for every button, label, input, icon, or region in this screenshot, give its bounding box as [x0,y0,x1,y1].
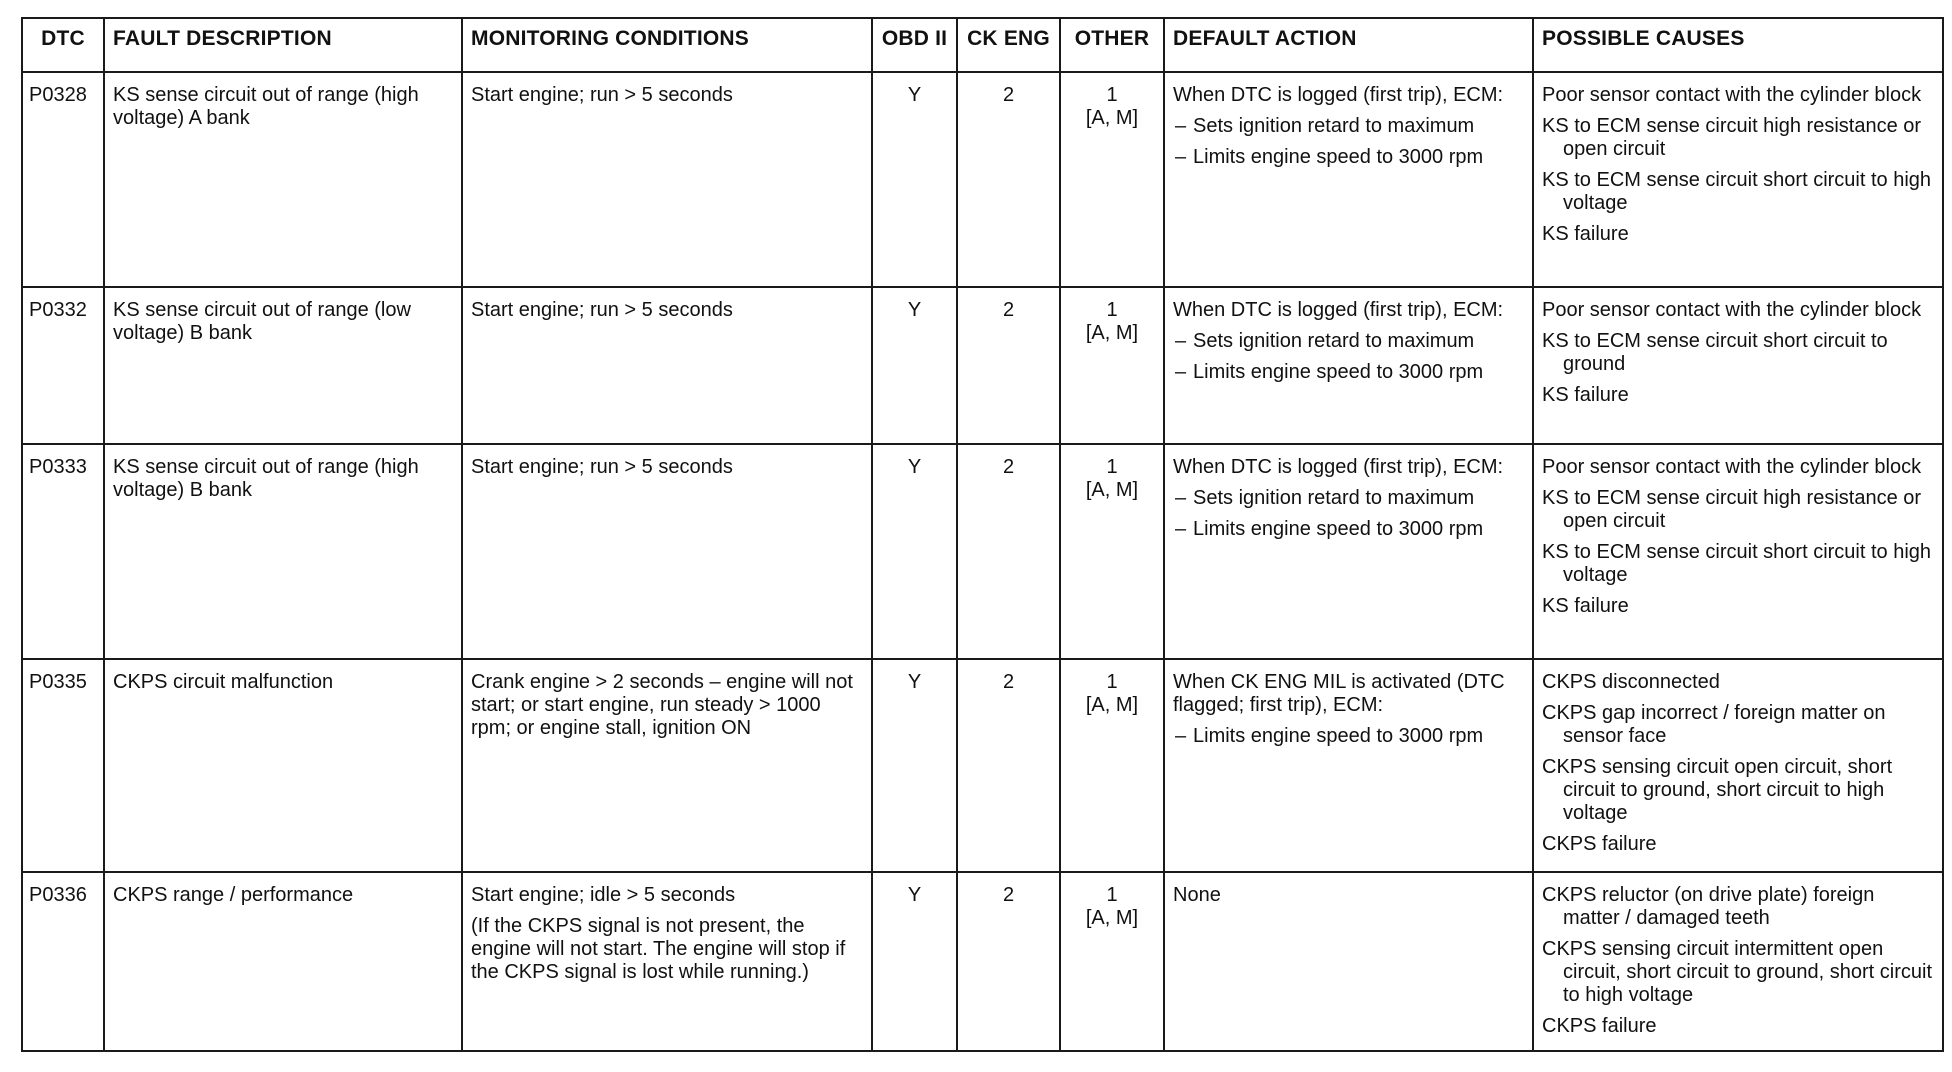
possible-causes-cell [1533,659,1943,872]
possible-cause: CKPS sensing circuit open circuit, short circuit to ground, short circuit to high voltage [1542,756,1893,824]
ck-eng-value: 2 [1002,884,1015,906]
other-cell [1060,872,1164,1051]
possible-cause: KS failure [1542,595,1629,617]
obd-ii-value: Y [907,299,922,321]
other-number: 1 [1106,299,1118,321]
header-fault-description: FAULT DESCRIPTION [104,18,462,72]
dtc-code-cell [22,872,104,1051]
obd-ii-cell [872,287,957,444]
possible-causes-cell [1533,287,1943,444]
fault-description: CKPS circuit malfunction [113,671,334,693]
possible-causes-cell [1533,872,1943,1051]
obd-ii-value: Y [907,884,922,906]
default-action-intro: When CK ENG MIL is activated (DTC flagged; first trip), ECM: [1173,671,1505,716]
possible-cause: KS to ECM sense circuit short circuit to high voltage [1542,541,1932,586]
default-action-cell [1164,872,1533,1051]
default-action-intro: When DTC is logged (first trip), ECM: [1173,456,1504,478]
ck-eng-value: 2 [1002,671,1015,693]
possible-cause: KS failure [1542,223,1629,245]
other-number: 1 [1106,671,1118,693]
dtc-code-cell [22,72,104,287]
table-body [22,72,1943,1051]
fault-description: KS sense circuit out of range (low voltage) B bank [113,299,411,344]
monitoring-conditions-cell [462,72,872,287]
dtc-code-cell [22,659,104,872]
default-action-cell [1164,659,1533,872]
other-detail: [A, M] [1085,694,1139,716]
ck-eng-cell [957,659,1060,872]
possible-cause: CKPS sensing circuit intermittent open circuit, short circuit to ground, short circuit to high voltage [1542,938,1933,1006]
table-row [22,659,1943,872]
other-detail: [A, M] [1085,107,1139,129]
fault-description-cell [104,659,462,872]
possible-cause: Poor sensor contact with the cylinder block [1542,299,1922,321]
monitoring-conditions-cell [462,444,872,659]
other-cell [1060,444,1164,659]
monitoring-conditions-cell [462,872,872,1051]
obd-ii-cell [872,72,957,287]
default-action-item: – Limits engine speed to 3000 rpm [1173,725,1524,748]
obd-ii-value: Y [907,671,922,693]
default-action-item: – Limits engine speed to 3000 rpm [1173,361,1524,384]
header-obd-ii: OBD II [872,18,957,72]
possible-cause: CKPS reluctor (on drive plate) foreign matter / damaged teeth [1542,884,1875,929]
default-action-item: – Sets ignition retard to maximum [1173,330,1524,353]
dtc-code: P0335 [29,671,87,693]
ck-eng-cell [957,287,1060,444]
monitoring-condition: Crank engine > 2 seconds – engine will not start; or start engine, run steady > 1000 rpm; or engine stall, ignition ON [471,671,853,739]
dtc-code: P0336 [29,884,87,906]
possible-cause: Poor sensor contact with the cylinder block [1542,456,1922,478]
possible-cause: CKPS failure [1542,1015,1657,1037]
possible-cause: KS to ECM sense circuit high resistance or open circuit [1542,487,1922,532]
dtc-code: P0333 [29,456,87,478]
ck-eng-value: 2 [1002,299,1015,321]
other-cell [1060,659,1164,872]
obd-ii-cell [872,872,957,1051]
default-action-cell [1164,444,1533,659]
default-action-intro: None [1173,884,1221,906]
possible-cause: KS to ECM sense circuit short circuit to high voltage [1542,169,1932,214]
default-action-intro: When DTC is logged (first trip), ECM: [1173,84,1504,106]
monitoring-condition: Start engine; run > 5 seconds [471,84,733,106]
header-ck-eng: CK ENG [957,18,1060,72]
fault-description: KS sense circuit out of range (high voltage) B bank [113,456,419,501]
monitoring-condition: Start engine; idle > 5 seconds [471,884,736,906]
fault-description-cell [104,444,462,659]
other-cell [1060,72,1164,287]
possible-cause: CKPS failure [1542,833,1657,855]
header-dtc: DTC [22,18,104,72]
header-other: OTHER [1060,18,1164,72]
fault-description: CKPS range / performance [113,884,354,906]
obd-ii-value: Y [907,456,922,478]
possible-cause: CKPS gap incorrect / foreign matter on sensor face [1542,702,1886,747]
default-action-intro: When DTC is logged (first trip), ECM: [1173,299,1504,321]
header-row [22,18,1943,72]
obd-ii-value: Y [907,84,922,106]
other-detail: [A, M] [1085,479,1139,501]
other-cell [1060,287,1164,444]
other-detail: [A, M] [1085,322,1139,344]
table-row [22,72,1943,287]
monitoring-condition: Start engine; run > 5 seconds [471,299,733,321]
possible-causes-cell [1533,72,1943,287]
header-monitoring-conditions: MONITORING CONDITIONS [462,18,872,72]
obd-ii-cell [872,444,957,659]
default-action-item: – Sets ignition retard to maximum [1173,115,1524,138]
fault-description-cell [104,287,462,444]
monitoring-condition: Start engine; run > 5 seconds [471,456,733,478]
other-number: 1 [1106,884,1118,906]
monitoring-conditions-cell [462,287,872,444]
fault-description-cell [104,872,462,1051]
dtc-code-cell [22,444,104,659]
other-number: 1 [1106,456,1118,478]
table-row [22,872,1943,1051]
dtc-code-cell [22,287,104,444]
possible-cause: KS failure [1542,384,1629,406]
ck-eng-cell [957,444,1060,659]
fault-description: KS sense circuit out of range (high voltage) A bank [113,84,419,129]
default-action-cell [1164,287,1533,444]
possible-cause: KS to ECM sense circuit short circuit to ground [1542,330,1888,375]
table-row [22,444,1943,659]
possible-cause: Poor sensor contact with the cylinder block [1542,84,1922,106]
default-action-item: – Limits engine speed to 3000 rpm [1173,518,1524,541]
dtc-code: P0328 [29,84,87,106]
dtc-code: P0332 [29,299,87,321]
fault-description-cell [104,72,462,287]
header-possible-causes: POSSIBLE CAUSES [1533,18,1943,72]
monitoring-conditions-cell [462,659,872,872]
ck-eng-value: 2 [1002,456,1015,478]
other-detail: [A, M] [1085,907,1139,929]
possible-cause: KS to ECM sense circuit high resistance or open circuit [1542,115,1922,160]
ck-eng-cell [957,72,1060,287]
monitoring-condition: (If the CKPS signal is not present, the engine will not start. The engine will stop if the CKPS signal is lost while running.) [471,915,846,983]
default-action-item: – Sets ignition retard to maximum [1173,487,1524,510]
table-row [22,287,1943,444]
obd-ii-cell [872,659,957,872]
default-action-item: – Limits engine speed to 3000 rpm [1173,146,1524,169]
other-number: 1 [1106,84,1118,106]
ck-eng-cell [957,872,1060,1051]
header-default-action: DEFAULT ACTION [1164,18,1533,72]
default-action-cell [1164,72,1533,287]
possible-cause: CKPS disconnected [1542,671,1720,693]
dtc-table-container [21,17,1944,1052]
ck-eng-value: 2 [1002,84,1015,106]
dtc-table [21,17,1944,1052]
possible-causes-cell [1533,444,1943,659]
